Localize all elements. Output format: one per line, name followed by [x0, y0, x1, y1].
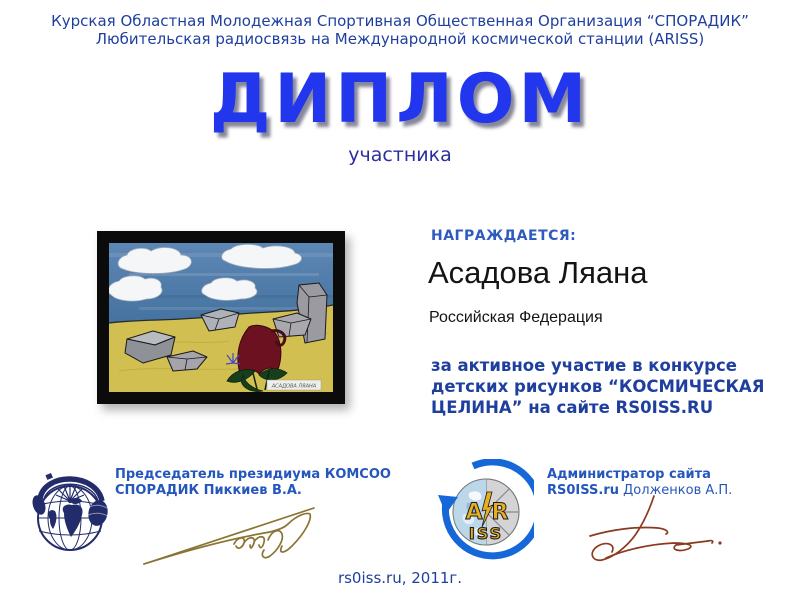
left-signatory-line2: СПОРАДИК Пиккиев В.А. — [115, 483, 302, 498]
right-signatory-site: RS0ISS.ru — [547, 483, 620, 498]
ariss-letter-r: R — [491, 500, 509, 525]
globe-headphones-icon — [26, 460, 114, 562]
diploma-subtitle: участника — [348, 144, 452, 166]
diploma-title: ДИПЛОМ — [209, 60, 591, 139]
chairman-signature — [138, 498, 328, 570]
child-drawing — [109, 243, 333, 392]
ariss-letter-a: A — [465, 500, 483, 525]
recipient-name: Асадова Ляана — [428, 255, 648, 290]
ariss-logo-icon — [437, 459, 534, 564]
footer-site-year: rs0iss.ru, 2011г. — [337, 569, 463, 587]
ariss-logo — [437, 459, 534, 564]
artist-label-text: АСАДОВА ЛЯАНА — [271, 383, 317, 390]
ariss-letters-iss: ISS — [468, 524, 504, 543]
admin-signature-icon — [562, 490, 737, 575]
left-signatory-title — [115, 467, 391, 499]
chairman-signature-icon — [138, 498, 328, 570]
left-signatory-line1: Председатель президиума КОМСОО — [115, 467, 391, 482]
award-reason: за активное участие в конкурсе детских рисунков “КОСМИЧЕСКАЯ ЦЕЛИНА” на сайте RS0ISS.RU — [431, 356, 765, 417]
recipient-country: Российская Федерация — [429, 309, 603, 326]
artwork-frame — [97, 231, 345, 404]
artist-label — [267, 380, 321, 390]
organization-subtitle: Любительская радиосвязь на Международной космической станции (ARISS) — [95, 30, 705, 48]
sporadik-globe-logo — [26, 460, 114, 562]
right-signatory-line1: Администратор сайта — [547, 467, 711, 482]
admin-signature — [562, 490, 737, 575]
organization-name: Курская Областная Молодежная Спортивная Общественная Организация “СПОРАДИК” — [51, 12, 749, 30]
header — [0, 12, 800, 48]
right-signatory-name: Долженков А.П. — [619, 483, 733, 498]
award-label: НАГРАЖДАЕТСЯ: — [431, 228, 577, 244]
